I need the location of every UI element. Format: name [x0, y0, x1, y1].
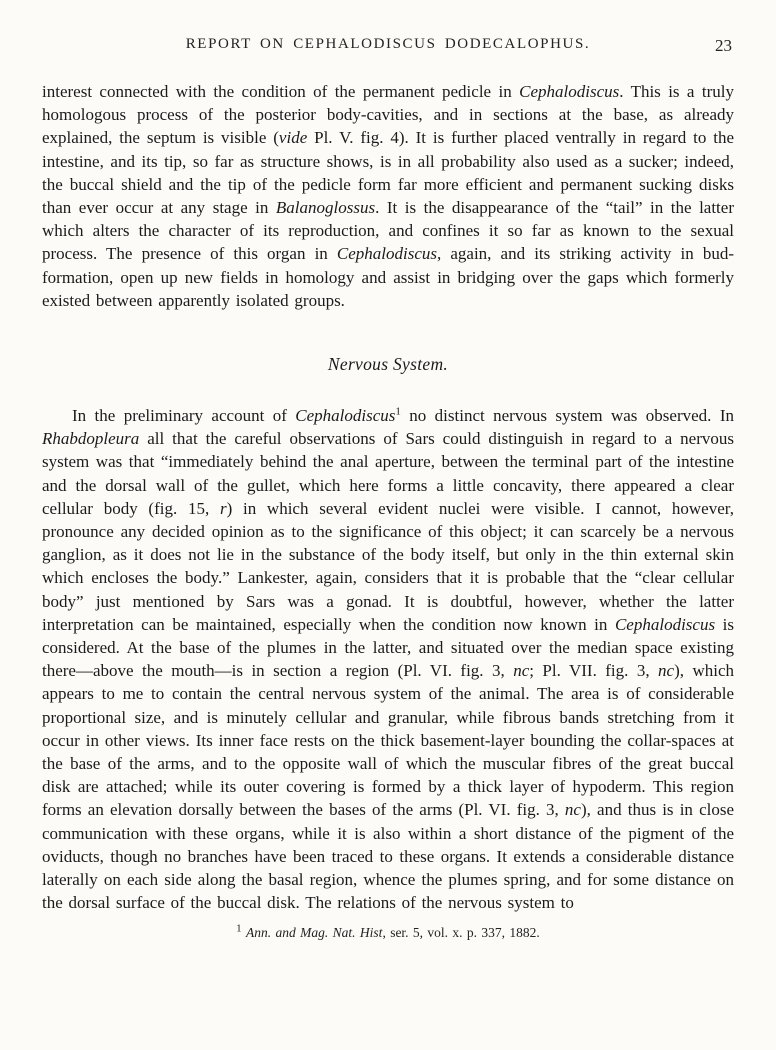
running-header-title: REPORT ON CEPHALODISCUS DODECALOPHUS.: [185, 36, 591, 52]
footnote-citation: $^1$ Ann. and Mag. Nat. Hist, ser. 5, vol. x. p. 337, 1882.: [236, 922, 540, 940]
section-heading-nervous-system: Nervous System.: [327, 354, 449, 375]
paragraph-pedicle-discussion: interest connected with the condition of the permanent pedicle in Cephalodiscus. This is a truly homologous process of the posterior body-cavities, and in sections at the base, as already explained, the septum is visible (vide Pl. V. fig. 4). It is further placed ventrally in regard to the intestine, and its tip, so far as structure shows, is in all probability also used as a sucker; indeed, the buccal shield and the tip of the pedicle form far more efficient and permanent sucking disks than ever occur at any stage in Balanoglossus. It is the disappearance of the “tail” in the latter which alters the character of its reproduction, and confines it so far as known to the sexual process. The presence of this organ in Cephalodiscus, again, and its striking activity in bud-formation, open up new fields in homology and assist in bridging over the gaps which formerly existed between apparently isolated groups.: [42, 82, 734, 310]
paragraph-nervous-system: In the preliminary account of Cephalodiscus$^1$ no distinct nervous system was observed. In Rhabdopleura all that the careful observations of Sars could distinguish in regard to a nervous system was that “immediately behind the anal aperture, between the terminal part of the intestine and the dorsal wall of the gullet, which here forms a little concavity, there appeared a clear cellular body (fig. 15, r) in which several evident nuclei were visible. I cannot, however, pronounce any decided opinion as to the significance of this object; it can scarcely be a nervous ganglion, as it does not lie in the substance of the body itself, but only in the thin external skin which encloses the body.” Lankester, again, considers that it is probable that the “clear cellular body” just mentioned by Sars was a gonad. It is doubtful, however, whether the latter interpretation can be maintained, especially when the condition now known in Cephalodiscus is considered. At the base of the plumes in the latter, and situated over the median space existing there—above the mouth—is in section a region (Pl. VI. fig. 3, nc; Pl. VII. fig. 3, nc), which appears to me to contain the central nervous system of the animal. The area is of considerable proportional size, and is minutely cellular and granular, while fibrous bands stretching from it occur in other views. Its inner face rests on the thick basement-layer bounding the collar-spaces at the base of the arms, and to the opposite wall of which the muscular fibres of the great buccal disk are attached; while its outer covering is formed by a thick layer of hypoderm. This region forms an elevation dorsally between the bases of the arms (Pl. VI. fig. 3, nc), and thus is in close communication with these organs, while it is also within a short distance of the pigment of the oviducts, though no branches have been traced to these organs. It extends a considerable distance laterally on each side along the basal region, whence the plumes spring, and for some distance on the dorsal surface of the buccal disk. The relations of the nervous system to: [42, 405, 735, 913]
page-body: [42, 80, 734, 915]
page-number: 23: [715, 36, 732, 55]
running-header: [42, 36, 734, 60]
